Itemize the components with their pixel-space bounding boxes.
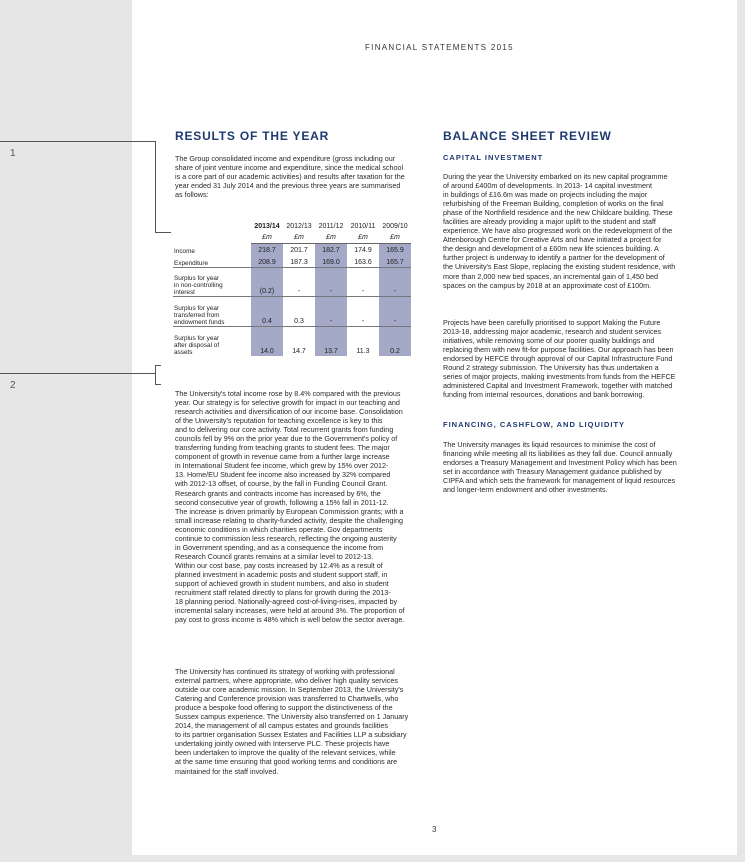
cell-value: 14.0 (251, 327, 283, 356)
cell-value: (0.2) (251, 268, 283, 297)
results-partners-paragraph: The University has continued its strategy of working with professional external partners, where appropriate, who deliver high quality services outside our core academic mission. In September 2013, the University's Catering and Conference provision was transferred to Chartwells, who produce a bespoke food offering to support the distinctiveness of the Sussex campus experience. The University also transferred on 1 January 2014, the management of all campus estates and grounds facilities to its partner organisation Sussex Estates and Facilities LLP a subsidiary undertaking jointly owned with Interserve PLC. These projects have been undertaken to improve the quality of the relevant services, while at the same time ensuring that good working terms and conditions are maintained for the staff involved. (175, 667, 409, 776)
cell-value: 201.7 (290, 246, 308, 254)
cell-value: 14.7 (292, 347, 306, 355)
table-row-endowment (173, 297, 411, 327)
cell-value: 0.3 (283, 297, 315, 327)
marker-2-bracket-top (155, 365, 161, 366)
financing-paragraph: The University manages its liquid resources to minimise the cost of financing while meeting all its liabilities as they fall due. Council annually endorses a Treasury Management and Investment Policy which has been set in accordance with Treasury Management guidance published by CIPFA and which sets the framework for management of liquid resources and longer-term endowment and other investments. (443, 440, 677, 495)
financing-subheading: FINANCING, CASHFLOW, AND LIQUIDITY (443, 420, 626, 429)
unit-cell: £m (283, 232, 315, 244)
marker-1-bracket-foot (155, 232, 171, 233)
cell-value: 218.7 (251, 244, 283, 255)
marker-2-bracket (155, 365, 156, 384)
table-row-expenditure (173, 255, 411, 268)
capital-investment-paragraph-1: During the year the University embarked on its new capital programme of around £400m of developments. In 2013- 14 capital investment in buildings of £16.6m was made on projects including the major refurbishing of the Freeman Building, completion of works on the final phase of the Northfield residence and the new Childcare building. These facilities are already providing a major uplift to the student and staff experience. We have also progressed work on the redevelopment of the Attenborough Centre for Creative Arts and have initiated a project for the design and development of a £60m new life sciences building. A further project is underway to identify a partner for the development of the University's East Slope, replacing the existing student residence, with more than 2,000 new bed spaces, an incremental gain of 1,450 bed spaces on the campus by 2018 at an approximate cost of £100m. (443, 172, 676, 290)
cell-value: 13.7 (315, 327, 347, 356)
unit-cell: £m (379, 232, 411, 244)
capital-investment-paragraph-2: Projects have been carefully prioritised to support Making the Future 2013-18, addressing major academic, research and student services initiatives, while removing some of our poorer quality buildings and replacing them with new fit-for purpose facilities. Our approach has been endorsed by HEFCE through approval of our Capital Infrastructure Fund Round 2 strategy submission. The University has thus undertaken a series of major projects, making investments from funds from the HEFCE administered Capital and Investment Framework, together with matched funding from internal resources, donations and bank borrowing. (443, 318, 676, 400)
cell-value: - (315, 268, 347, 297)
results-table (173, 220, 411, 356)
year-header: 2009/10 (382, 222, 408, 230)
marker-1-bracket (155, 141, 156, 233)
cell-value: - (315, 297, 347, 327)
section-marker-2: 2 (10, 380, 16, 391)
row-label: Income (174, 247, 195, 255)
unit-cell: £m (315, 232, 347, 244)
cell-value: 187.3 (283, 255, 315, 268)
cell-value: 0.4 (251, 297, 283, 327)
unit-cell: £m (251, 232, 283, 244)
cell-value: 208.9 (251, 255, 283, 268)
cell-value: - (379, 268, 411, 297)
results-heading: RESULTS OF THE YEAR (175, 129, 330, 143)
year-header: 2012/13 (286, 222, 312, 230)
row-label: Surplus for year after disposal of assets (174, 334, 220, 356)
cell-value: - (347, 297, 379, 327)
cell-value: - (379, 297, 411, 327)
section-marker-1: 1 (10, 148, 16, 159)
row-label: Surplus for year in non-controlling interest (173, 268, 251, 297)
table-unit-row (173, 232, 411, 244)
row-label: Surplus for year transferred from endowment funds (173, 297, 251, 327)
capital-investment-subheading: CAPITAL INVESTMENT (443, 153, 544, 162)
table-row-noncontrolling (173, 268, 411, 297)
results-income-paragraph: The University's total income rose by 8.4% compared with the previous year. Our strategy is for selective growth for impact in our teaching and research activities and diversification of our income base. Consolidation of the University's reputation for teaching excellence is key to this and to delivering our core activity. Total recurrent grants from funding councils fell by 9% on the prior year due to the Government's policy of transferring funding from teaching grants to student fees. The major component of growth in revenue came from a further large increase in International Student fee income, which grew by 15% over 2012- 13. Home/EU Student fee income also increased by 32% compared with 2012-13 offset, of course, by the fall in Funding Council Grant. Research grants and contracts income has increased by 6%, the second consecutive year of growth, following a 15% fall in 2011-12. The increase is driven primarily by European Commission grants; with a small increase relating to charity-funded activity, despite the challenging economic conditions in which charities operate. Gov departments continue to commission less research, reflecting the ongoing austerity in Government spending, and as a consequence the income from Research Council grants remains at a similar level to 2012-13. Within our cost base, pay costs increased by 12.4% as a result of planned investment in academic posts and student support staff, in support of achieved growth in student numbers, and also in student recruitment staff related directly to plans for growth during the 2013- 18 planning period. Nationally-agreed cost-of-living-rises, impacted by incremental salary increases, were held at around 3%. The proportion of pay cost to gross income is 48% which is well below the sector average. (175, 389, 405, 625)
marker-2-rule (0, 373, 156, 374)
running-title: FINANCIAL STATEMENTS 2015 (365, 43, 514, 52)
cell-value: - (347, 268, 379, 297)
unit-cell: £m (347, 232, 379, 244)
table-row-income (173, 244, 411, 255)
year-header: 2011/12 (318, 222, 344, 230)
table-header-row (173, 220, 411, 232)
cell-value: 165.7 (379, 255, 411, 268)
cell-value: 11.3 (356, 347, 370, 355)
cell-value: 169.0 (315, 255, 347, 268)
balance-sheet-heading: BALANCE SHEET REVIEW (443, 129, 612, 143)
marker-1-rule (0, 141, 156, 142)
cell-value: 165.9 (379, 244, 411, 255)
cell-value: - (283, 268, 315, 297)
cell-value: 163.6 (347, 255, 379, 268)
table-row-disposal (173, 327, 411, 356)
cell-value: 182.7 (315, 244, 347, 255)
page-number: 3 (432, 825, 437, 834)
cell-value: 174.9 (354, 246, 372, 254)
results-intro-paragraph: The Group consolidated income and expenditure (gross including our share of joint venture income and expenditure, since the medical school is a core part of our academic activities) and results after taxation for the year ended 31 July 2014 and the previous three years are summarised as follows: (175, 154, 405, 200)
year-header: 2010/11 (350, 222, 376, 230)
marker-2-bracket-bottom (155, 384, 161, 385)
row-label: Expenditure (173, 255, 251, 268)
cell-value: 0.2 (379, 327, 411, 356)
year-header: 2013/14 (254, 222, 280, 230)
